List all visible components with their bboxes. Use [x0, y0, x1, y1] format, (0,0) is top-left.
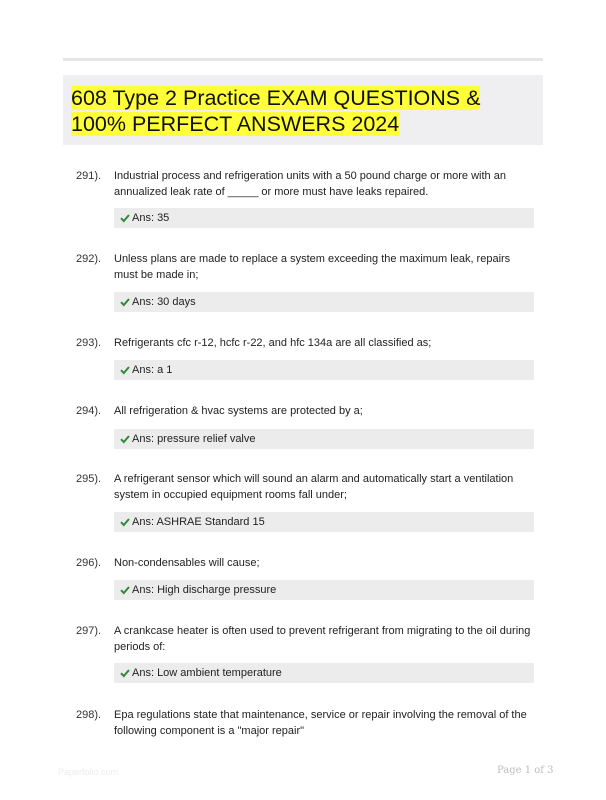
answer-text: Ans: 30 days — [132, 296, 196, 308]
question-text: Non-condensables will cause; — [114, 557, 260, 569]
answer-box — [114, 208, 534, 228]
footer-watermark: Paperfolio.com — [58, 767, 119, 777]
answer-box — [114, 663, 534, 683]
answer-box — [114, 360, 534, 380]
check-icon — [120, 434, 130, 444]
check-icon — [120, 213, 130, 223]
question-text: Unless plans are made to replace a system exceeding the maximum leak, repairs must be made in; — [114, 253, 511, 281]
question-number: 296). — [76, 557, 102, 569]
question-number: 292). — [76, 253, 102, 265]
question-number: 298). — [76, 709, 102, 721]
question-text: Industrial process and refrigeration units with a 50 pound charge or more with an annualized leak rate of _____ or more must have leaks repaired. — [114, 170, 506, 198]
check-icon — [120, 297, 130, 307]
answer-text: Ans: ASHRAE Standard 15 — [132, 516, 265, 528]
top-divider — [63, 58, 543, 61]
question-text: A refrigerant sensor which will sound an alarm and automatically start a ventilation system in occupied equipment rooms fall under; — [114, 473, 514, 501]
document-title: 608 Type 2 Practice EXAM QUESTIONS & 100% PERFECT ANSWERS 2024 — [71, 86, 481, 136]
check-icon — [120, 585, 130, 595]
question-number: 297). — [76, 625, 102, 637]
question-number: 291). — [76, 170, 102, 182]
question-number: 294). — [76, 405, 102, 417]
page-indicator: Page 1 of 3 — [497, 765, 554, 776]
check-icon — [120, 668, 130, 678]
answer-text: Ans: High discharge pressure — [132, 584, 277, 596]
check-icon — [120, 365, 130, 375]
answer-text: Ans: Low ambient temperature — [132, 667, 282, 679]
question-text: Epa regulations state that maintenance, service or repair involving the removal of the following component is a "major repair" — [114, 709, 527, 737]
check-icon — [120, 517, 130, 527]
answer-text: Ans: 35 — [132, 212, 170, 224]
question-number: 295). — [76, 473, 102, 485]
answer-box — [114, 512, 534, 532]
question-text: Refrigerants cfc r-12, hcfc r-22, and hfc 134a are all classified as; — [114, 337, 432, 349]
question-text: All refrigeration & hvac systems are protected by a; — [114, 405, 363, 417]
answer-box — [114, 580, 534, 600]
question-number: 293). — [76, 337, 102, 349]
answer-box — [114, 429, 534, 449]
answer-text: Ans: pressure relief valve — [132, 433, 256, 445]
answer-box — [114, 292, 534, 312]
question-text: A crankcase heater is often used to prevent refrigerant from migrating to the oil during periods of: — [114, 625, 531, 653]
title-banner — [63, 75, 543, 145]
answer-text: Ans: a 1 — [132, 364, 173, 376]
